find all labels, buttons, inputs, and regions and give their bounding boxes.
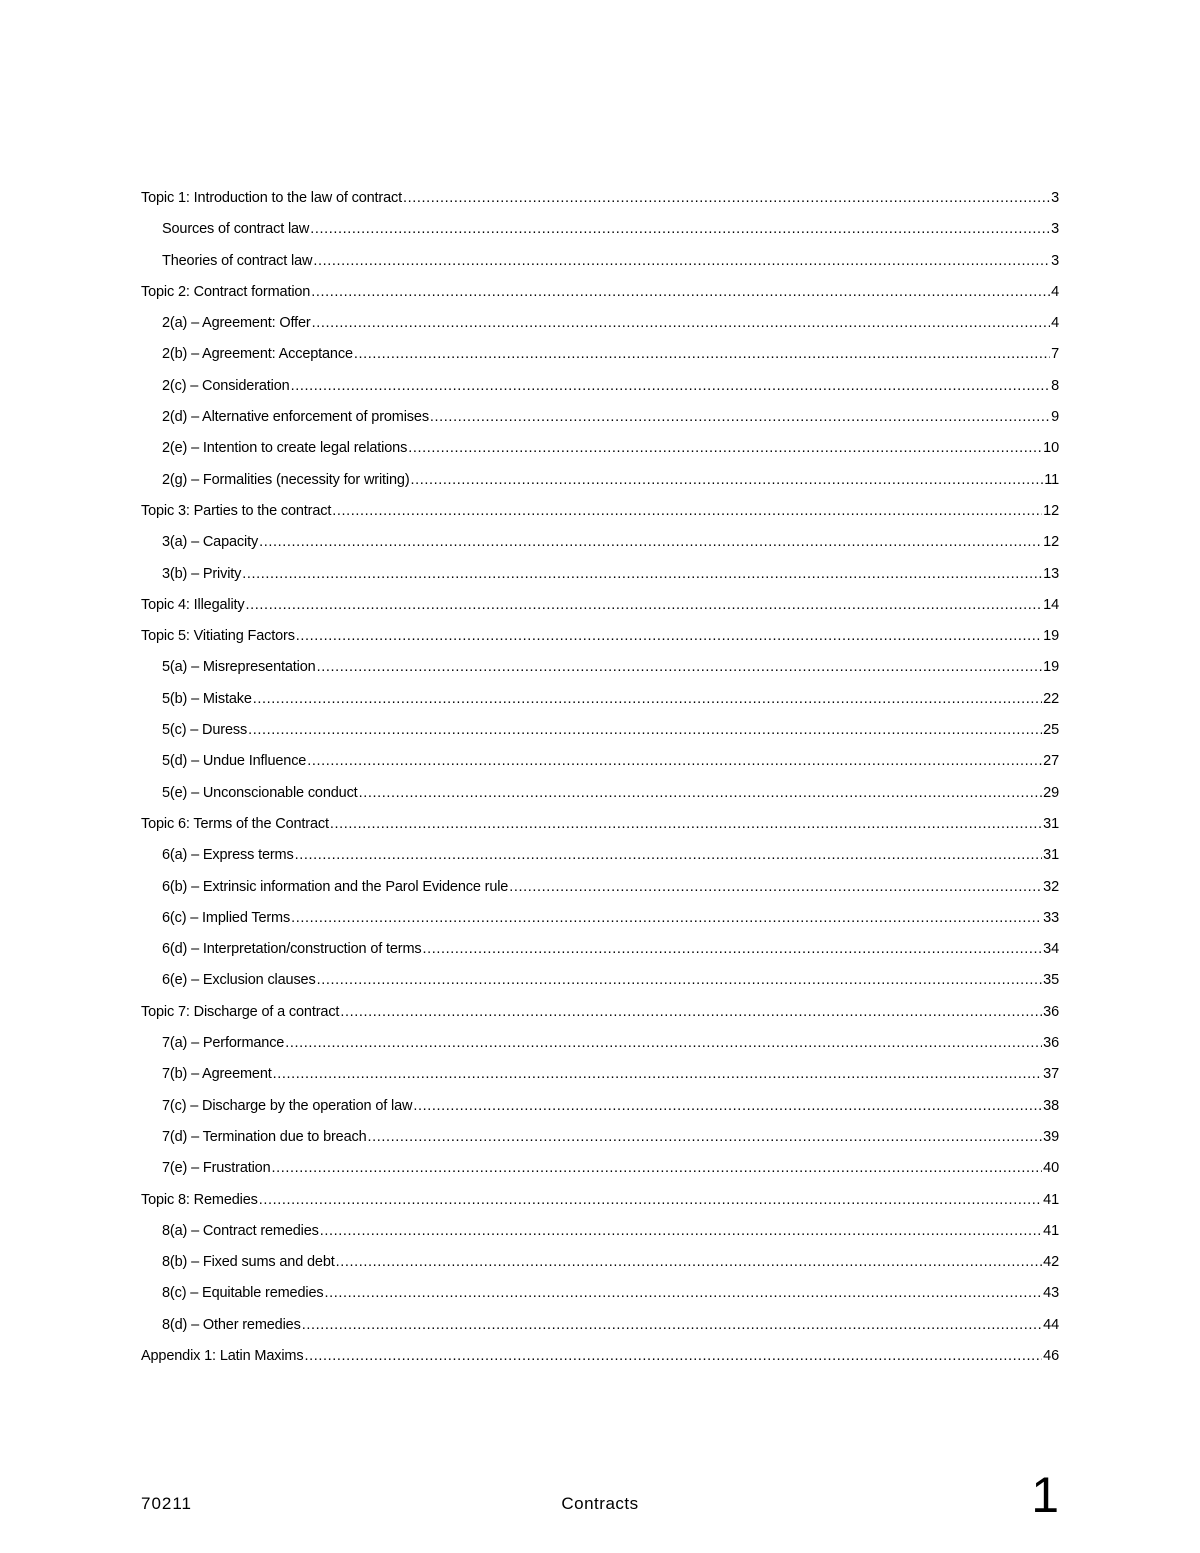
- toc-entry-title: 5(e) – Unconscionable conduct: [162, 784, 358, 801]
- toc-entry-title: 5(a) – Misrepresentation: [162, 659, 316, 676]
- toc-entry-page: 9: [1051, 409, 1059, 426]
- toc-dot-leader: [295, 847, 1043, 863]
- toc-dot-leader: [273, 1066, 1043, 1082]
- toc-dot-leader: [354, 346, 1050, 362]
- toc-dot-leader: [248, 722, 1042, 738]
- toc-entry-page: 43: [1043, 1285, 1059, 1302]
- toc-entry[interactable]: [141, 1035, 1059, 1066]
- toc-entry[interactable]: [141, 315, 1059, 346]
- toc-entry-title: Topic 8: Remedies: [141, 1191, 258, 1208]
- toc-entry[interactable]: [141, 722, 1059, 753]
- toc-dot-leader: [340, 1004, 1042, 1020]
- toc-entry[interactable]: [141, 1254, 1059, 1285]
- toc-entry-page: 3: [1051, 221, 1059, 238]
- toc-dot-leader: [302, 1317, 1042, 1333]
- toc-entry[interactable]: [141, 879, 1059, 910]
- toc-dot-leader: [509, 879, 1042, 895]
- toc-dot-leader: [320, 1223, 1042, 1239]
- toc-entry-page: 29: [1043, 784, 1059, 801]
- toc-entry-page: 10: [1043, 440, 1059, 457]
- toc-entry[interactable]: [141, 1285, 1059, 1316]
- toc-dot-leader: [324, 1285, 1042, 1301]
- toc-entry-title: Topic 3: Parties to the contract: [141, 502, 332, 519]
- toc-entry[interactable]: [141, 409, 1059, 440]
- toc-entry[interactable]: [141, 566, 1059, 597]
- toc-dot-leader: [304, 1348, 1042, 1364]
- footer-page-number: 1: [1031, 1467, 1059, 1523]
- toc-entry-page: 44: [1043, 1316, 1059, 1333]
- toc-entry[interactable]: [141, 691, 1059, 722]
- toc-entry-title: 8(c) – Equitable remedies: [162, 1285, 324, 1302]
- toc-dot-leader: [359, 785, 1043, 801]
- toc-entry-title: 6(d) – Interpretation/construction of terms: [162, 941, 422, 958]
- toc-dot-leader: [285, 1035, 1042, 1051]
- toc-entry-page: 36: [1043, 1003, 1059, 1020]
- toc-entry[interactable]: [141, 1160, 1059, 1191]
- page-footer: [141, 1460, 1059, 1523]
- toc-entry-title: Topic 2: Contract formation: [141, 283, 311, 300]
- toc-dot-leader: [313, 253, 1050, 269]
- toc-entry[interactable]: [141, 972, 1059, 1003]
- toc-entry-page: 40: [1043, 1160, 1059, 1177]
- toc-dot-leader: [307, 753, 1042, 769]
- toc-entry-title: Topic 5: Vitiating Factors: [141, 628, 295, 645]
- toc-entry-page: 12: [1043, 502, 1059, 519]
- toc-entry-page: 4: [1051, 315, 1059, 332]
- toc-entry-page: 31: [1043, 847, 1059, 864]
- toc-entry-title: 8(a) – Contract remedies: [162, 1222, 319, 1239]
- toc-entry-title: 2(d) – Alternative enforcement of promises: [162, 409, 429, 426]
- toc-dot-leader: [413, 1098, 1042, 1114]
- toc-entry-title: Sources of contract law: [162, 221, 310, 238]
- toc-entry-title: 5(c) – Duress: [162, 722, 248, 739]
- toc-dot-leader: [403, 190, 1050, 206]
- toc-entry-title: Topic 1: Introduction to the law of contract: [141, 190, 402, 206]
- toc-entry-page: 36: [1043, 1035, 1059, 1052]
- toc-entry-page: 31: [1043, 815, 1059, 832]
- footer-document-title: Contracts: [561, 1494, 639, 1513]
- toc-entry[interactable]: [141, 941, 1059, 972]
- toc-entry[interactable]: [141, 190, 1059, 221]
- toc-entry-page: 25: [1043, 722, 1059, 739]
- toc-entry[interactable]: [141, 816, 1059, 847]
- toc-dot-leader: [423, 941, 1043, 957]
- toc-entry[interactable]: [141, 1192, 1059, 1223]
- toc-dot-leader: [411, 472, 1044, 488]
- toc-entry-page: 46: [1043, 1347, 1059, 1364]
- toc-entry-title: 5(b) – Mistake: [162, 690, 252, 707]
- toc-entry-title: 6(b) – Extrinsic information and the Parol Evidence rule: [162, 878, 509, 895]
- toc-entry-page: 42: [1043, 1254, 1059, 1271]
- toc-entry-title: 3(b) – Privity: [162, 565, 242, 582]
- toc-entry-title: 6(c) – Implied Terms: [162, 909, 291, 926]
- toc-dot-leader: [336, 1254, 1043, 1270]
- toc-entry[interactable]: [141, 1098, 1059, 1129]
- toc-entry-title: Theories of contract law: [162, 252, 313, 269]
- toc-entry[interactable]: [141, 284, 1059, 315]
- toc-dot-leader: [317, 659, 1043, 675]
- toc-dot-leader: [246, 597, 1043, 613]
- toc-dot-leader: [330, 816, 1042, 832]
- toc-entry-page: 22: [1043, 690, 1059, 707]
- toc-entry-page: 3: [1051, 252, 1059, 269]
- toc-entry[interactable]: [141, 221, 1059, 252]
- toc-entry-title: 7(b) – Agreement: [162, 1066, 272, 1083]
- toc-entry[interactable]: [141, 1348, 1059, 1379]
- toc-entry-title: 7(a) – Performance: [162, 1035, 285, 1052]
- toc-entry-page: 38: [1043, 1097, 1059, 1114]
- toc-entry-title: Appendix 1: Latin Maxims: [141, 1347, 304, 1364]
- toc-entry-page: 37: [1043, 1066, 1059, 1083]
- toc-entry-page: 32: [1043, 878, 1059, 895]
- toc-entry-page: 7: [1051, 346, 1059, 363]
- toc-dot-leader: [311, 284, 1050, 300]
- table-of-contents: [141, 190, 1059, 1379]
- toc-entry-page: 39: [1043, 1128, 1059, 1145]
- toc-dot-leader: [259, 534, 1042, 550]
- toc-entry-page: 4: [1051, 283, 1059, 300]
- toc-entry[interactable]: [141, 534, 1059, 565]
- toc-entry-page: 41: [1043, 1222, 1059, 1239]
- toc-entry[interactable]: [141, 1129, 1059, 1160]
- toc-dot-leader: [317, 972, 1043, 988]
- toc-entry[interactable]: [141, 597, 1059, 628]
- toc-entry-title: 2(g) – Formalities (necessity for writing): [162, 471, 410, 488]
- toc-entry-page: 41: [1043, 1191, 1059, 1208]
- toc-dot-leader: [291, 910, 1042, 926]
- toc-entry-page: 34: [1043, 941, 1059, 958]
- toc-entry-page: 8: [1051, 377, 1059, 394]
- toc-entry-title: 3(a) – Capacity: [162, 534, 259, 551]
- toc-entry-page: 13: [1043, 565, 1059, 582]
- toc-dot-leader: [312, 315, 1050, 331]
- toc-entry[interactable]: [141, 1317, 1059, 1348]
- toc-entry-title: Topic 4: Illegality: [141, 596, 245, 613]
- toc-dot-leader: [296, 628, 1042, 644]
- toc-entry-title: Topic 7: Discharge of a contract: [141, 1003, 340, 1020]
- toc-entry[interactable]: [141, 753, 1059, 784]
- toc-entry-page: 27: [1043, 753, 1059, 770]
- toc-entry[interactable]: [141, 346, 1059, 377]
- toc-entry[interactable]: [141, 1066, 1059, 1097]
- toc-entry-title: 8(b) – Fixed sums and debt: [162, 1254, 335, 1271]
- toc-entry[interactable]: [141, 503, 1059, 534]
- toc-entry[interactable]: [141, 253, 1059, 284]
- toc-entry[interactable]: [141, 1004, 1059, 1035]
- toc-entry[interactable]: [141, 440, 1059, 471]
- toc-entry-title: 2(b) – Agreement: Acceptance: [162, 346, 353, 363]
- toc-dot-leader: [291, 378, 1051, 394]
- toc-entry-page: 3: [1051, 190, 1059, 206]
- toc-entry-page: 14: [1043, 596, 1059, 613]
- toc-entry-title: 5(d) – Undue Influence: [162, 753, 307, 770]
- toc-entry-title: 2(e) – Intention to create legal relations: [162, 440, 408, 457]
- toc-entry[interactable]: [141, 785, 1059, 816]
- toc-entry-page: 11: [1044, 471, 1059, 488]
- toc-entry[interactable]: [141, 847, 1059, 878]
- footer-course-code: 70211: [141, 1494, 193, 1513]
- toc-dot-leader: [259, 1192, 1042, 1208]
- toc-entry-title: 8(d) – Other remedies: [162, 1316, 301, 1333]
- toc-entry[interactable]: [141, 910, 1059, 941]
- toc-entry[interactable]: [141, 628, 1059, 659]
- toc-dot-leader: [368, 1129, 1043, 1145]
- toc-entry-title: 6(a) – Express terms: [162, 847, 294, 864]
- toc-dot-leader: [310, 221, 1050, 237]
- toc-entry[interactable]: [141, 472, 1059, 503]
- toc-entry-title: 7(e) – Frustration: [162, 1160, 271, 1177]
- toc-entry[interactable]: [141, 659, 1059, 690]
- toc-entry-page: 19: [1043, 628, 1059, 645]
- toc-entry-page: 33: [1043, 909, 1059, 926]
- toc-entry-page: 12: [1043, 534, 1059, 551]
- toc-dot-leader: [272, 1160, 1043, 1176]
- toc-entry[interactable]: [141, 1223, 1059, 1254]
- toc-entry-title: 6(e) – Exclusion clauses: [162, 972, 316, 989]
- toc-entry-title: 7(c) – Discharge by the operation of law: [162, 1097, 413, 1114]
- toc-dot-leader: [242, 566, 1042, 582]
- toc-dot-leader: [253, 691, 1042, 707]
- toc-entry[interactable]: [141, 378, 1059, 409]
- toc-entry-title: 2(a) – Agreement: Offer: [162, 315, 311, 332]
- toc-entry-page: 19: [1043, 659, 1059, 676]
- toc-entry-title: 7(d) – Termination due to breach: [162, 1128, 367, 1145]
- toc-dot-leader: [430, 409, 1050, 425]
- toc-entry-title: 2(c) – Consideration: [162, 377, 290, 394]
- toc-entry-page: 35: [1043, 972, 1059, 989]
- toc-entry-title: Topic 6: Terms of the Contract: [141, 815, 329, 832]
- toc-dot-leader: [332, 503, 1042, 519]
- toc-dot-leader: [408, 440, 1042, 456]
